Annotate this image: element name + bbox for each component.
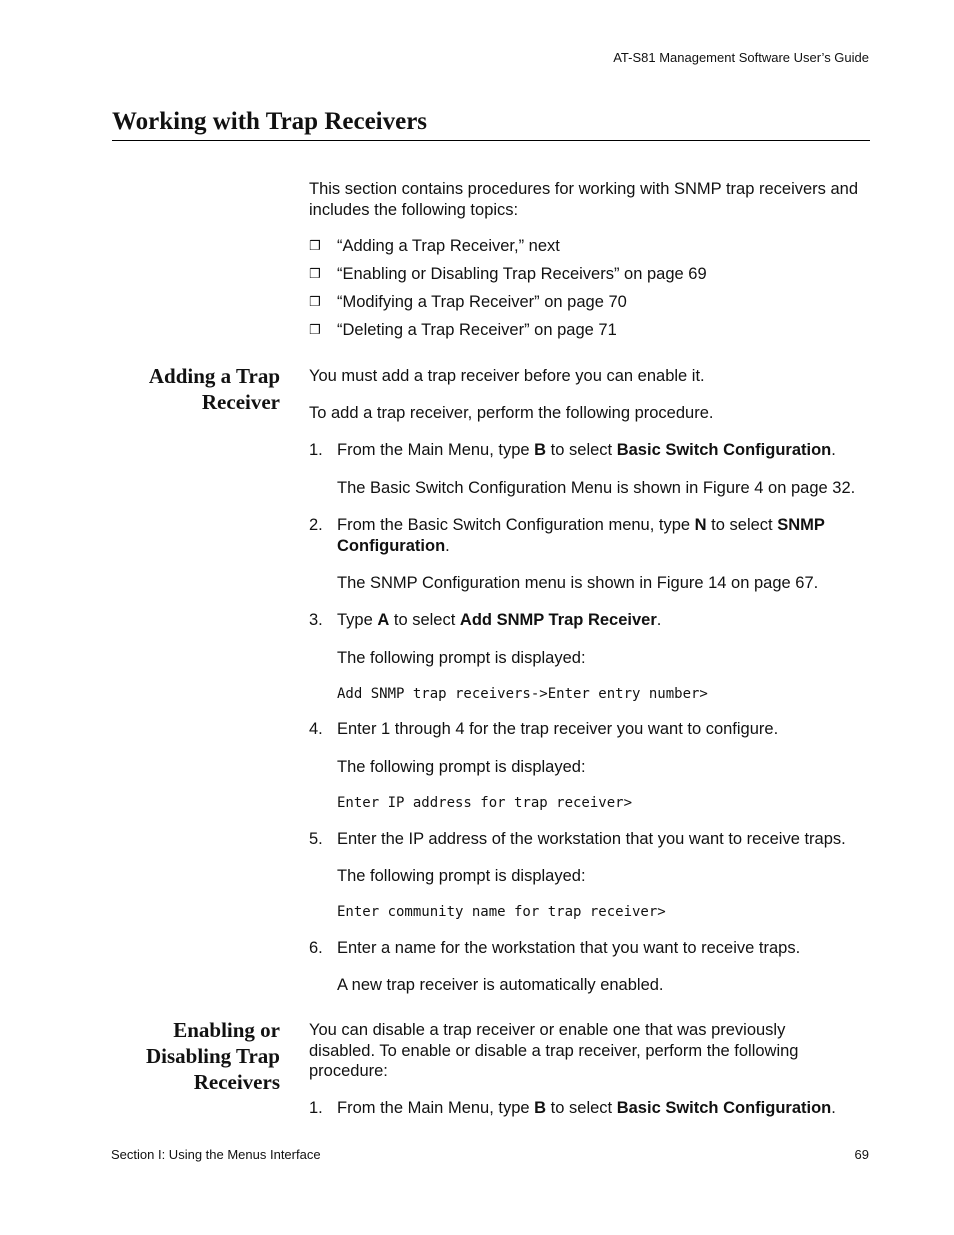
checkbox-bullet-icon: ❒: [309, 238, 321, 253]
step-4-note: The following prompt is displayed:: [337, 758, 586, 776]
step-4-prompt-code: Enter IP address for trap receiver>: [337, 795, 633, 811]
checkbox-bullet-icon: ❒: [309, 266, 321, 281]
step-number: 5.: [309, 830, 323, 848]
adding-paragraph-2: To add a trap receiver, perform the following procedure.: [309, 404, 714, 422]
intro-paragraph: This section contains procedures for working with SNMP trap receivers and includes the following topics:: [309, 180, 859, 219]
footer-section: Section I: Using the Menus Interface: [111, 1147, 321, 1162]
step-5-prompt-code: Enter community name for trap receiver>: [337, 904, 666, 920]
enabling-paragraph-1: You can disable a trap receiver or enable one that was previously disabled. To enable or disable a trap receiver, perform the following procedure:: [309, 1021, 799, 1080]
step-1-text: From the Main Menu, type B to select Basic Switch Configuration.: [337, 441, 836, 459]
topic-link-deleting[interactable]: “Deleting a Trap Receiver” on page 71: [337, 321, 617, 339]
step-number: 1.: [309, 1099, 323, 1117]
section-title: Working with Trap Receivers: [112, 107, 870, 141]
step-6-note: A new trap receiver is automatically enabled.: [337, 976, 664, 994]
step-4-text: Enter 1 through 4 for the trap receiver you want to configure.: [337, 720, 779, 738]
page-number: 69: [854, 1147, 869, 1162]
step-3-prompt-code: Add SNMP trap receivers->Enter entry number>: [337, 686, 708, 702]
enabling-step-1-text: From the Main Menu, type B to select Basic Switch Configuration.: [337, 1099, 836, 1117]
step-3-text: Type A to select Add SNMP Trap Receiver.: [337, 611, 662, 629]
subsection-heading-adding: Adding a Trap Receiver: [148, 364, 280, 414]
step-number: 1.: [309, 441, 323, 459]
step-2-text: From the Basic Switch Configuration menu, type N to select SNMP Configuration.: [337, 516, 825, 555]
topic-link-enabling[interactable]: “Enabling or Disabling Trap Receivers” on page 69: [337, 265, 707, 283]
running-header: AT-S81 Management Software User’s Guide: [613, 50, 869, 65]
adding-paragraph-1: You must add a trap receiver before you can enable it.: [309, 367, 705, 385]
step-number: 4.: [309, 720, 323, 738]
checkbox-bullet-icon: ❒: [309, 294, 321, 309]
subsection-heading-enabling: Enabling or Disabling Trap Receivers: [145, 1018, 280, 1094]
step-number: 2.: [309, 516, 323, 534]
step-number: 3.: [309, 611, 323, 629]
topic-link-modifying[interactable]: “Modifying a Trap Receiver” on page 70: [337, 293, 627, 311]
step-6-text: Enter a name for the workstation that you want to receive traps.: [337, 939, 801, 957]
step-2-note: The SNMP Configuration menu is shown in Figure 14 on page 67.: [337, 574, 819, 592]
step-number: 6.: [309, 939, 323, 957]
topic-link-adding[interactable]: “Adding a Trap Receiver,” next: [337, 237, 560, 255]
step-5-text: Enter the IP address of the workstation that you want to receive traps.: [337, 830, 846, 848]
step-5-note: The following prompt is displayed:: [337, 867, 586, 885]
step-3-note: The following prompt is displayed:: [337, 649, 586, 667]
step-1-note: The Basic Switch Configuration Menu is shown in Figure 4 on page 32.: [337, 479, 856, 497]
checkbox-bullet-icon: ❒: [309, 322, 321, 337]
